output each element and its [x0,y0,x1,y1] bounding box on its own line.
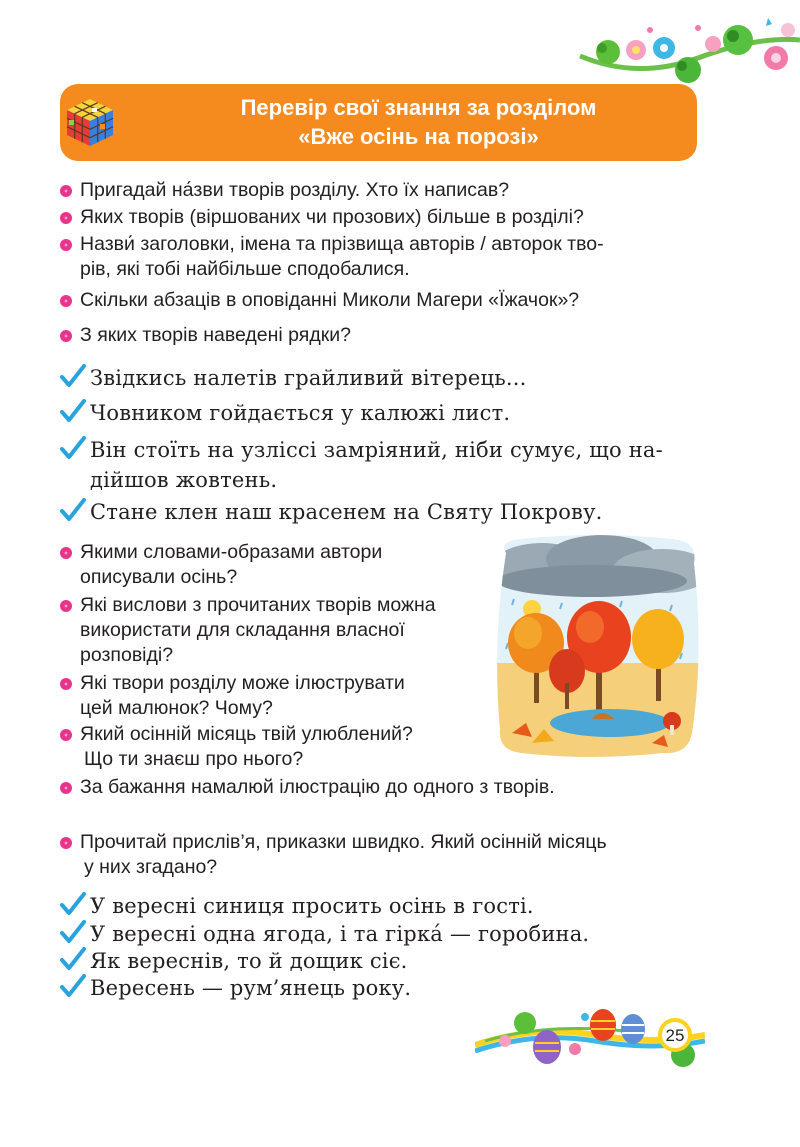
proverb-item: У вересні одна ягода, і та гірка́ — горобина. [60,919,589,949]
verse-item: Стане клен наш красенем на Святу Покрову. [60,497,603,527]
question-item: Пригадай на́зви творів розділу. Хто їх написав? [60,178,509,203]
check-icon [60,498,86,522]
proverb-item: Як вереснів, то й дощик сіє. [60,946,408,976]
check-icon [60,436,86,460]
bullet-dot-icon [60,600,72,612]
bullet-dot-icon [60,782,72,794]
autumn-illustration [492,533,702,759]
check-icon [60,892,86,916]
question-item: Прочитай прислів’я, приказки швидко. Який осінній місяць у них згадано? [60,830,607,880]
check-icon [60,399,86,423]
bullet-dot-icon [60,295,72,307]
bullet-dot-icon [60,239,72,251]
bullet-dot-icon [60,678,72,690]
bullet-dot-icon [60,837,72,849]
proverb-item: У вересні синиця просить осінь в гості. [60,891,534,921]
floral-decoration-top [578,10,800,86]
question-item: З яких творів наведені рядки? [60,323,351,348]
check-icon [60,364,86,388]
question-item: Які вислови з прочитаних творів можна використати для складання власної розповіді? [60,593,436,668]
question-item: Скільки абзаців в оповіданні Миколи Магери «Їжачок»? [60,288,579,313]
bullet-dot-icon [60,212,72,224]
section-title-banner [60,84,697,161]
page-number: 25 [658,1018,692,1052]
section-title [150,93,687,151]
question-item: Який осінній місяць твій улюблений? Що ти знаєш про нього? [60,722,413,772]
verse-item: Він стоїть на узліссі замріяний, ніби сумує, що на- дійшов жовтень. [60,435,663,495]
verse-item: Човником гойдається у калюжі лист. [60,398,510,428]
check-icon [60,920,86,944]
question-item: Назви́ заголовки, імена та прізвища авторів / авторок тво- рів, які тобі найбільше сподобалися. [60,232,604,282]
question-item: Які твори розділу може ілюструвати цей малюнок? Чому? [60,671,405,721]
section-title-line2: «Вже осінь на порозі» [298,124,539,149]
bullet-dot-icon [60,330,72,342]
check-icon [60,974,86,998]
question-item: Якими словами-образами автори описували осінь? [60,540,382,590]
question-item: Яких творів (віршованих чи прозових) більше в розділі? [60,205,584,230]
check-icon [60,947,86,971]
verse-item: Звідкись налетів грайливий вітерець... [60,363,526,393]
rubiks-cube-icon [64,96,116,148]
section-title-line1: Перевір свої знання за розділом [240,95,597,120]
proverb-item: Вересень — рум’янець року. [60,973,411,1003]
bullet-dot-icon [60,729,72,741]
question-item: За бажання намалюй ілюстрацію до одного з творів. [60,775,555,800]
bullet-dot-icon [60,547,72,559]
bullet-dot-icon [60,185,72,197]
